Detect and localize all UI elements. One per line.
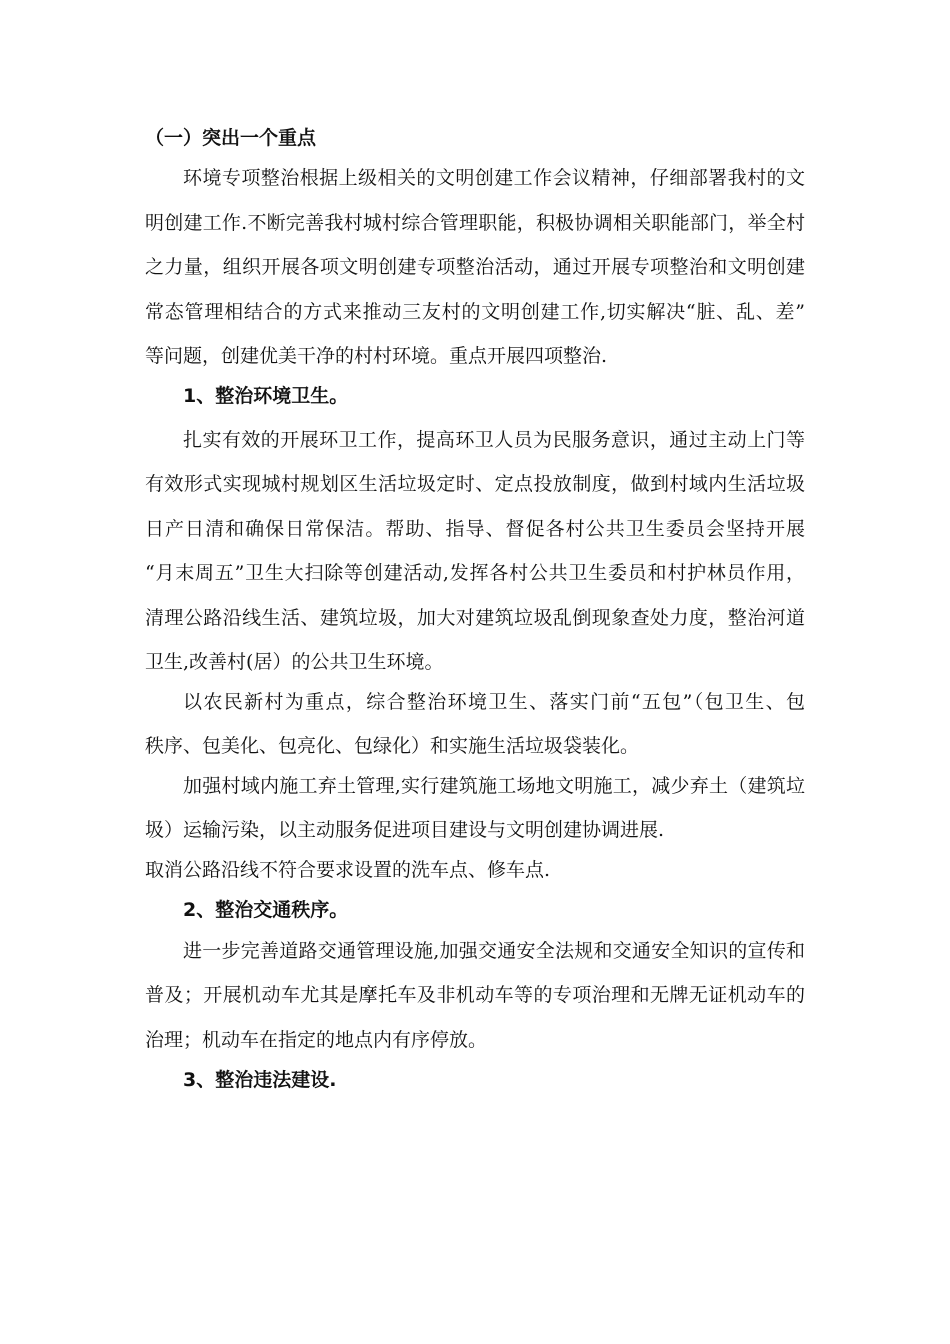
- main-heading: （一）突出一个重点: [145, 127, 317, 149]
- paragraph-line: 圾）运输污染，以主动服务促进项目建设与文明创建协调进展.: [145, 819, 665, 841]
- paragraph-line: 普及；开展机动车尤其是摩托车及非机动车等的专项治理和无牌无证机动车的: [145, 984, 805, 1006]
- paragraph-line: “月末周五”卫生大扫除等创建活动,发挥各村公共卫生委员和村护林员作用，: [145, 562, 805, 584]
- paragraph-line: 等问题，创建优美干净的村村环境。重点开展四项整治.: [145, 345, 608, 367]
- paragraph-line: 进一步完善道路交通管理设施,加强交通安全法规和交通安全知识的宣传和: [183, 940, 805, 962]
- section-heading-3: 3、整治违法建设.: [183, 1069, 337, 1091]
- paragraph-line: 明创建工作.不断完善我村城村综合管理职能，积极协调相关职能部门，举全村: [145, 212, 805, 234]
- paragraph-line: 加强村域内施工弃土管理,实行建筑施工场地文明施工，减少弃土（建筑垃: [183, 775, 805, 797]
- paragraph-line: 环境专项整治根据上级相关的文明创建工作会议精神，仔细部署我村的文: [183, 167, 805, 189]
- paragraph-line: 常态管理相结合的方式来推动三友村的文明创建工作,切实解决“脏、乱、差”: [145, 301, 805, 323]
- paragraph-line: 秩序、包美化、包亮化、包绿化）和实施生活垃圾袋装化。: [145, 735, 640, 757]
- paragraph-line: 日产日清和确保日常保洁。帮助、指导、督促各村公共卫生委员会坚持开展: [145, 518, 805, 540]
- section-heading-2: 2、整治交通秩序。: [183, 899, 349, 921]
- paragraph-line: 治理；机动车在指定的地点内有序停放。: [145, 1029, 488, 1051]
- paragraph-line: 清理公路沿线生活、建筑垃圾，加大对建筑垃圾乱倒现象查处力度，整治河道: [145, 607, 805, 629]
- paragraph-line: 卫生,改善村(居）的公共卫生环境。: [145, 651, 444, 673]
- paragraph-line: 以农民新村为重点，综合整治环境卫生、落实门前“五包”（包卫生、包: [183, 691, 805, 713]
- paragraph-line: 有效形式实现城村规划区生活垃圾定时、定点投放制度，做到村域内生活垃圾: [145, 473, 805, 495]
- paragraph-line: 扎实有效的开展环卫工作，提高环卫人员为民服务意识，通过主动上门等: [183, 429, 805, 451]
- section-heading-1: 1、整治环境卫生。: [183, 385, 349, 407]
- paragraph-line: 取消公路沿线不符合要求设置的洗车点、修车点.: [145, 859, 551, 881]
- paragraph-line: 之力量，组织开展各项文明创建专项整治活动，通过开展专项整治和文明创建: [145, 256, 805, 278]
